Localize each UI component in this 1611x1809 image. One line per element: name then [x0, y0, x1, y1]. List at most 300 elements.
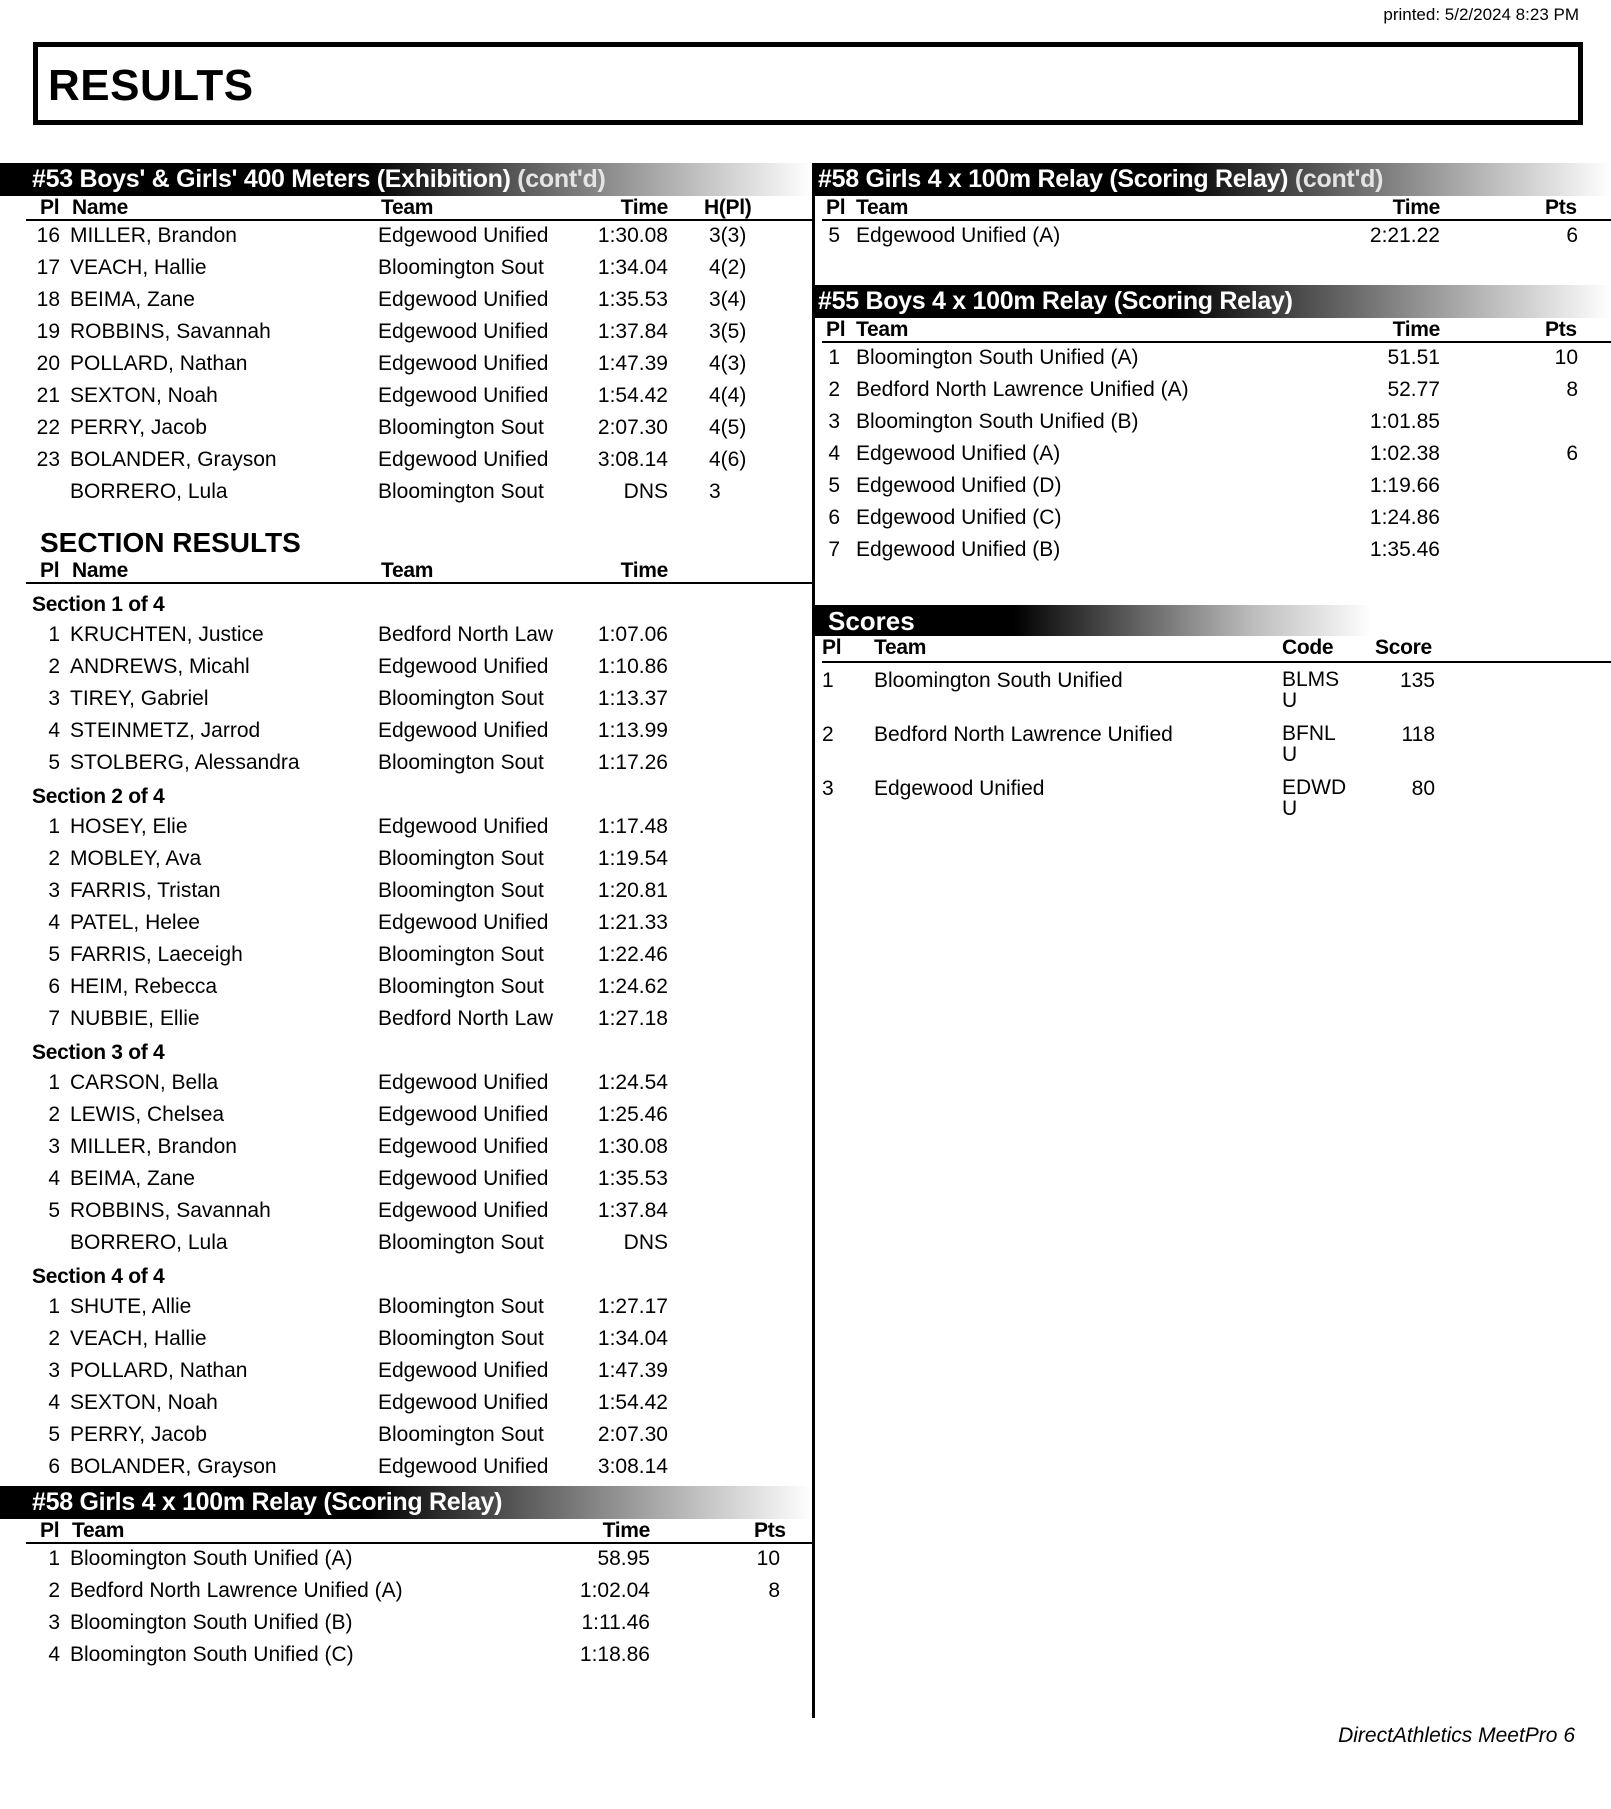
- table-row: [26, 1132, 812, 1164]
- col-pl: Pl: [826, 318, 846, 341]
- place: 2: [822, 723, 834, 746]
- time: 51.51: [1387, 346, 1440, 369]
- table-row: [26, 620, 812, 652]
- heat-place: 4(3): [709, 352, 747, 375]
- team-name: Edgewood Unified: [378, 719, 549, 742]
- place: 16: [36, 224, 60, 247]
- place: 5: [48, 1423, 60, 1446]
- col-name: Name: [72, 196, 128, 219]
- team-name: Edgewood Unified: [378, 1199, 549, 1222]
- time: 1:21.33: [597, 911, 668, 934]
- team-name: Edgewood Unified (A): [856, 442, 1061, 465]
- time: 1:02.38: [1369, 442, 1440, 465]
- time: 1:37.84: [597, 320, 668, 343]
- team-name: Edgewood Unified: [378, 448, 549, 471]
- place: 2: [48, 1103, 60, 1126]
- team-name: Bloomington Sout: [378, 480, 544, 503]
- team-name: Bloomington South Unified (A): [70, 1547, 353, 1570]
- time: 1:37.84: [597, 1199, 668, 1222]
- place: 2: [828, 378, 840, 401]
- team-name: Bloomington South Unified: [874, 669, 1123, 692]
- place: 3: [48, 687, 60, 710]
- team-name: Bloomington South Unified (A): [856, 346, 1139, 369]
- event-55-rows: [814, 343, 1611, 567]
- event-58-header: [0, 1486, 812, 1519]
- time: 1:10.86: [597, 655, 668, 678]
- table-row: [26, 876, 812, 908]
- place: 6: [48, 1455, 60, 1478]
- col-pl: Pl: [826, 196, 846, 219]
- table-row: [26, 413, 812, 445]
- athlete-name: ROBBINS, Savannah: [70, 1199, 271, 1222]
- points: 8: [1566, 378, 1578, 401]
- athlete-name: POLLARD, Nathan: [70, 1359, 248, 1382]
- athlete-name: KRUCHTEN, Justice: [70, 623, 264, 646]
- team-score: 80: [1411, 777, 1435, 800]
- team-name: Bloomington Sout: [378, 879, 544, 902]
- place: 4: [48, 1391, 60, 1414]
- table-row: [822, 375, 1611, 407]
- team-name: Bloomington Sout: [378, 1327, 544, 1350]
- col-team: Team: [72, 1519, 125, 1542]
- table-row: [822, 663, 1611, 717]
- team-name: Edgewood Unified: [378, 384, 549, 407]
- event-53-title: #53 Boys' & Girls' 400 Meters (Exhibition): [32, 165, 511, 193]
- time: 1:17.48: [597, 815, 668, 838]
- heat-place: 3(5): [709, 320, 747, 343]
- athlete-name: BOLANDER, Grayson: [70, 448, 277, 471]
- place: 2: [48, 847, 60, 870]
- place: 3: [48, 879, 60, 902]
- place: 20: [36, 352, 60, 375]
- place: 3: [822, 777, 834, 800]
- time: 1:22.46: [597, 943, 668, 966]
- right-column: [814, 163, 1611, 825]
- team-name: Bloomington Sout: [378, 975, 544, 998]
- place: 1: [822, 669, 834, 692]
- team-name: Edgewood Unified: [378, 1391, 549, 1414]
- table-row: [26, 445, 812, 477]
- heat-place: 4(2): [709, 256, 747, 279]
- col-pts: Pts: [1545, 318, 1577, 341]
- scores-rows: [814, 663, 1611, 825]
- event-53-contd: (cont'd): [517, 165, 606, 193]
- time: 2:07.30: [597, 416, 668, 439]
- event-55-header: [814, 285, 1611, 318]
- table-row: [26, 652, 812, 684]
- athlete-name: FARRIS, Laeceigh: [70, 943, 243, 966]
- col-pts: Pts: [1545, 196, 1577, 219]
- time: 3:08.14: [597, 448, 668, 471]
- page-title: RESULTS: [48, 61, 254, 110]
- table-row: [822, 717, 1611, 771]
- event-53-header: [0, 163, 812, 196]
- place: 4: [48, 911, 60, 934]
- col-time: Time: [602, 1519, 650, 1542]
- table-row: [26, 1324, 812, 1356]
- table-row: [822, 471, 1611, 503]
- place: 2: [48, 655, 60, 678]
- team-name: Bedford North Lawrence Unified: [874, 723, 1173, 746]
- col-time: Time: [1392, 196, 1440, 219]
- table-row: [26, 1608, 812, 1640]
- team-name: Bloomington Sout: [378, 1231, 544, 1254]
- place: 2: [48, 1579, 60, 1602]
- place: 18: [36, 288, 60, 311]
- place: 3: [48, 1359, 60, 1382]
- team-name: Bedford North Lawrence Unified (A): [856, 378, 1189, 401]
- athlete-name: MILLER, Brandon: [70, 224, 237, 247]
- event-58-contd-table-header: [822, 196, 1611, 221]
- athlete-name: BOLANDER, Grayson: [70, 1455, 277, 1478]
- table-row: [26, 1388, 812, 1420]
- section-title: Section 1 of 4: [32, 593, 165, 616]
- place: 6: [828, 506, 840, 529]
- time: 1:47.39: [597, 1359, 668, 1382]
- team-name: Edgewood Unified: [378, 1071, 549, 1094]
- table-row: [26, 1640, 812, 1672]
- table-row: [26, 1196, 812, 1228]
- time: 1:07.06: [597, 623, 668, 646]
- team-score: 135: [1399, 669, 1435, 692]
- team-name: Bedford North Law: [378, 1007, 554, 1030]
- time: 1:54.42: [597, 1391, 668, 1414]
- table-row: [822, 407, 1611, 439]
- col-pl: Pl: [40, 1519, 60, 1542]
- col-pts: Pts: [754, 1519, 786, 1542]
- place: 22: [36, 416, 60, 439]
- col-pl: Pl: [40, 559, 60, 582]
- place: 5: [48, 751, 60, 774]
- team-name: Bloomington Sout: [378, 943, 544, 966]
- athlete-name: VEACH, Hallie: [70, 256, 207, 279]
- event-53-rows: [0, 221, 812, 509]
- table-row: [822, 503, 1611, 535]
- team-name: Edgewood Unified: [874, 777, 1045, 800]
- heat-place: 4(5): [709, 416, 747, 439]
- time: 1:13.99: [597, 719, 668, 742]
- athlete-name: ROBBINS, Savannah: [70, 320, 271, 343]
- event-55-table-header: [822, 318, 1611, 343]
- event-53-table-header: [26, 196, 812, 221]
- table-row: [26, 748, 812, 780]
- table-row: [26, 1228, 812, 1260]
- team-name: Bloomington Sout: [378, 751, 544, 774]
- table-row: [26, 972, 812, 1004]
- col-time: Time: [1392, 318, 1440, 341]
- time: 1:11.46: [581, 1611, 650, 1634]
- table-row: [822, 221, 1611, 253]
- table-row: [26, 940, 812, 972]
- time: 3:08.14: [597, 1455, 668, 1478]
- place: 1: [48, 815, 60, 838]
- place: 1: [48, 1547, 60, 1570]
- team-name: Edgewood Unified: [378, 224, 549, 247]
- time: 1:18.86: [579, 1643, 650, 1666]
- team-name: Bloomington South Unified (B): [856, 410, 1139, 433]
- team-name: Bloomington Sout: [378, 687, 544, 710]
- athlete-name: ANDREWS, Micahl: [70, 655, 250, 678]
- place: 7: [48, 1007, 60, 1030]
- time: 1:19.54: [597, 847, 668, 870]
- athlete-name: STEINMETZ, Jarrod: [70, 719, 261, 742]
- place: 17: [36, 256, 60, 279]
- place: 5: [48, 1199, 60, 1222]
- time: DNS: [623, 480, 668, 503]
- team-name: Bloomington Sout: [378, 416, 544, 439]
- time: 1:24.62: [597, 975, 668, 998]
- place: 7: [828, 538, 840, 561]
- athlete-name: HOSEY, Elie: [70, 815, 188, 838]
- heat-place: 3(4): [709, 288, 747, 311]
- section-results-rows: [0, 588, 812, 1484]
- athlete-name: MILLER, Brandon: [70, 1135, 237, 1158]
- team-code: EDWD U: [1282, 776, 1347, 820]
- col-time: Time: [620, 196, 668, 219]
- team-name: Edgewood Unified (C): [856, 506, 1062, 529]
- table-row: [26, 221, 812, 253]
- team-name: Edgewood Unified: [378, 288, 549, 311]
- place: 1: [48, 623, 60, 646]
- table-row: [26, 1544, 812, 1576]
- points: 6: [1566, 442, 1578, 465]
- place: 4: [48, 1167, 60, 1190]
- athlete-name: VEACH, Hallie: [70, 1327, 207, 1350]
- place: 5: [48, 943, 60, 966]
- place: 4: [48, 1643, 60, 1666]
- col-team: Team: [856, 196, 909, 219]
- points: 10: [1554, 346, 1578, 369]
- team-name: Edgewood Unified: [378, 320, 549, 343]
- table-row: [26, 1164, 812, 1196]
- athlete-name: BEIMA, Zane: [70, 1167, 195, 1190]
- col-team: Team: [856, 318, 909, 341]
- team-name: Bloomington Sout: [378, 1423, 544, 1446]
- results-title-box: [33, 42, 1583, 125]
- section-title: Section 2 of 4: [32, 785, 165, 808]
- place: 3: [828, 410, 840, 433]
- col-name: Name: [72, 559, 128, 582]
- section-title: Section 4 of 4: [32, 1265, 165, 1288]
- col-team: Team: [381, 196, 434, 219]
- team-name: Bloomington South Unified (B): [70, 1611, 353, 1634]
- athlete-name: HEIM, Rebecca: [70, 975, 218, 998]
- table-row: [26, 1420, 812, 1452]
- athlete-name: SEXTON, Noah: [70, 1391, 218, 1414]
- heat-place: 3(3): [709, 224, 747, 247]
- col-score: Score: [1375, 636, 1432, 659]
- athlete-name: POLLARD, Nathan: [70, 352, 248, 375]
- place: 5: [828, 474, 840, 497]
- time: 1:47.39: [597, 352, 668, 375]
- table-row: [26, 1004, 812, 1036]
- time: 1:02.04: [579, 1579, 650, 1602]
- team-name: Edgewood Unified (A): [856, 224, 1061, 247]
- col-heat: H(Pl): [704, 196, 752, 219]
- team-code: BFNL U: [1282, 722, 1335, 766]
- place: 5: [828, 224, 840, 247]
- athlete-name: STOLBERG, Alessandra: [70, 751, 300, 774]
- time: 2:07.30: [597, 1423, 668, 1446]
- table-row: [26, 684, 812, 716]
- team-name: Edgewood Unified: [378, 815, 549, 838]
- place: 3: [48, 1611, 60, 1634]
- place: 3: [48, 1135, 60, 1158]
- athlete-name: NUBBIE, Ellie: [70, 1007, 200, 1030]
- section-title: Section 3 of 4: [32, 1041, 165, 1064]
- time: 1:34.04: [597, 256, 668, 279]
- athlete-name: PERRY, Jacob: [70, 416, 207, 439]
- col-pl: Pl: [40, 196, 60, 219]
- place: 23: [36, 448, 60, 471]
- time: 1:01.85: [1369, 410, 1440, 433]
- time: 1:35.46: [1369, 538, 1440, 561]
- table-row: [26, 1576, 812, 1608]
- team-name: Bloomington Sout: [378, 1295, 544, 1318]
- time: 1:17.26: [597, 751, 668, 774]
- place: 1: [828, 346, 840, 369]
- team-name: Bedford North Law: [378, 623, 554, 646]
- heat-place: 4(6): [709, 448, 747, 471]
- table-row: [26, 253, 812, 285]
- col-pl: Pl: [822, 636, 842, 659]
- team-name: Edgewood Unified: [378, 1167, 549, 1190]
- athlete-name: MOBLEY, Ava: [70, 847, 202, 870]
- time: 1:34.04: [597, 1327, 668, 1350]
- athlete-name: LEWIS, Chelsea: [70, 1103, 225, 1126]
- table-row: [26, 1452, 812, 1484]
- left-column: [0, 163, 812, 1672]
- team-name: Bloomington Sout: [378, 847, 544, 870]
- col-team: Team: [381, 559, 434, 582]
- section-results-title: SECTION RESULTS: [40, 527, 301, 558]
- points: 8: [768, 1579, 780, 1602]
- table-row: [26, 477, 812, 509]
- team-name: Edgewood Unified: [378, 1135, 549, 1158]
- table-row: [26, 908, 812, 940]
- athlete-name: SHUTE, Allie: [70, 1295, 192, 1318]
- time: 1:24.86: [1369, 506, 1440, 529]
- time: 2:21.22: [1369, 224, 1440, 247]
- team-name: Edgewood Unified: [378, 655, 549, 678]
- team-code: BLMS U: [1282, 668, 1340, 712]
- time: 1:24.54: [597, 1071, 668, 1094]
- time: 1:30.08: [597, 1135, 668, 1158]
- time: 1:27.18: [597, 1007, 668, 1030]
- time: 1:35.53: [597, 288, 668, 311]
- event-55-title: #55 Boys 4 x 100m Relay (Scoring Relay): [818, 287, 1293, 315]
- team-name: Bloomington Sout: [378, 256, 544, 279]
- team-name: Edgewood Unified (B): [856, 538, 1061, 561]
- event-58-contd-title: #58 Girls 4 x 100m Relay (Scoring Relay): [818, 165, 1289, 193]
- team-score: 118: [1401, 723, 1435, 746]
- place: 4: [48, 719, 60, 742]
- athlete-name: FARRIS, Tristan: [70, 879, 221, 902]
- table-row: [26, 349, 812, 381]
- team-name: Edgewood Unified: [378, 352, 549, 375]
- team-name: Edgewood Unified: [378, 1359, 549, 1382]
- table-row: [26, 285, 812, 317]
- athlete-name: PATEL, Helee: [70, 911, 200, 934]
- points: 6: [1566, 224, 1578, 247]
- athlete-name: PERRY, Jacob: [70, 1423, 207, 1446]
- team-name: Bloomington South Unified (C): [70, 1643, 354, 1666]
- athlete-name: SEXTON, Noah: [70, 384, 218, 407]
- place: 21: [36, 384, 60, 407]
- event-58-contd-label: (cont'd): [1294, 165, 1384, 193]
- scores-table-header: [822, 636, 1611, 663]
- footer-software-credit: DirectAthletics MeetPro 6: [1338, 1724, 1575, 1747]
- table-row: [26, 1068, 812, 1100]
- place: 19: [36, 320, 60, 343]
- col-code: Code: [1282, 636, 1334, 659]
- table-row: [26, 716, 812, 748]
- time: 1:13.37: [597, 687, 668, 710]
- place: 4: [828, 442, 840, 465]
- table-row: [822, 535, 1611, 567]
- table-row: [822, 771, 1611, 825]
- team-name: Edgewood Unified: [378, 1103, 549, 1126]
- time: 52.77: [1387, 378, 1440, 401]
- col-team: Team: [874, 636, 927, 659]
- time: 1:30.08: [597, 224, 668, 247]
- table-row: [26, 317, 812, 349]
- heat-place: 3: [709, 480, 721, 503]
- team-name: Bedford North Lawrence Unified (A): [70, 1579, 403, 1602]
- event-58-rows: [0, 1544, 812, 1672]
- event-58-title: #58 Girls 4 x 100m Relay (Scoring Relay): [32, 1488, 503, 1516]
- heat-place: 4(4): [709, 384, 747, 407]
- athlete-name: BORRERO, Lula: [70, 480, 228, 503]
- event-58-contd-header: [814, 163, 1611, 196]
- table-row: [26, 381, 812, 413]
- printed-timestamp: printed: 5/2/2024 8:23 PM: [1383, 5, 1579, 24]
- place: 6: [48, 975, 60, 998]
- time: 1:25.46: [597, 1103, 668, 1126]
- table-row: [822, 439, 1611, 471]
- table-row: [26, 1100, 812, 1132]
- time: 58.95: [597, 1547, 650, 1570]
- team-name: Edgewood Unified (D): [856, 474, 1062, 497]
- section-results-table-header: [26, 559, 812, 584]
- time: 1:20.81: [597, 879, 668, 902]
- place: 1: [48, 1295, 60, 1318]
- table-row: [26, 1356, 812, 1388]
- athlete-name: BEIMA, Zane: [70, 288, 195, 311]
- time: 1:27.17: [597, 1295, 668, 1318]
- table-row: [822, 343, 1611, 375]
- time: 1:19.66: [1369, 474, 1440, 497]
- scores-header: Scores: [814, 605, 1611, 636]
- athlete-name: BORRERO, Lula: [70, 1231, 228, 1254]
- table-row: [26, 1292, 812, 1324]
- place: 1: [48, 1071, 60, 1094]
- table-row: [26, 812, 812, 844]
- event-58-contd-rows: [814, 221, 1611, 253]
- table-row: [26, 844, 812, 876]
- place: 2: [48, 1327, 60, 1350]
- team-name: Edgewood Unified: [378, 1455, 549, 1478]
- col-time: Time: [620, 559, 668, 582]
- points: 10: [756, 1547, 780, 1570]
- time: 1:35.53: [597, 1167, 668, 1190]
- athlete-name: CARSON, Bella: [70, 1071, 219, 1094]
- time: DNS: [623, 1231, 668, 1254]
- athlete-name: TIREY, Gabriel: [70, 687, 209, 710]
- event-58-table-header: [26, 1519, 812, 1544]
- time: 1:54.42: [597, 384, 668, 407]
- team-name: Edgewood Unified: [378, 911, 549, 934]
